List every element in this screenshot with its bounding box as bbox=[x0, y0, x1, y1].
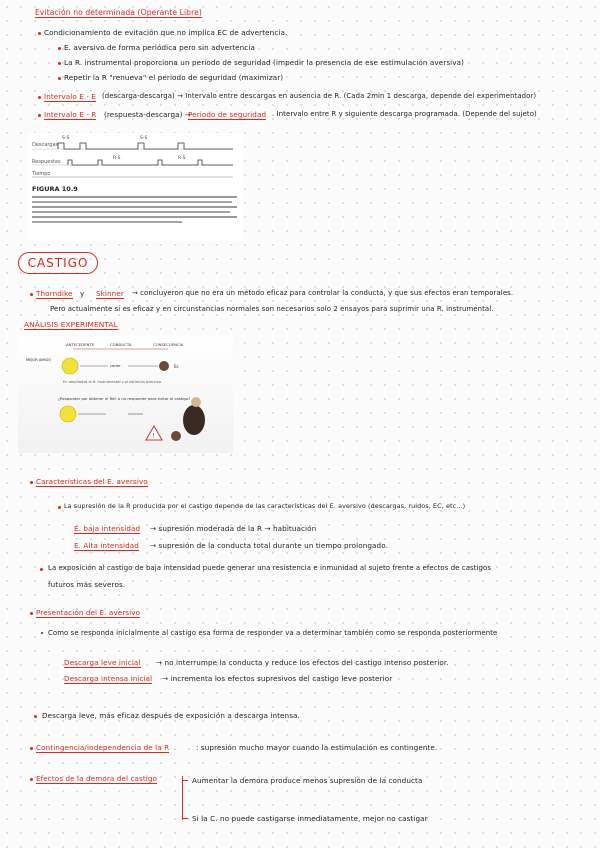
interval-ee-label: Intervalo E - E bbox=[44, 92, 96, 101]
bullet bbox=[40, 568, 43, 571]
evitacion-definition: Condicionamiento de evitación que no implica EC de advertencia. bbox=[44, 28, 288, 37]
figure-analisis-experimental bbox=[18, 336, 233, 453]
section-title-presentacion: Presentación del E. aversivo bbox=[36, 608, 141, 617]
figure-number: FIGURA 10.9 bbox=[32, 185, 78, 193]
label-consecuencia: CONSECUENCIA bbox=[153, 342, 184, 347]
weak-shock-text: → no interrumpe la conducta y reduce los efectos del castigo intenso posterior. bbox=[156, 658, 449, 667]
bracket-tick-1 bbox=[182, 780, 188, 781]
section-title-demora: Efectos de la demora del castigo bbox=[36, 774, 158, 783]
row-label-descargas: Descargas bbox=[32, 142, 59, 148]
castigo-current-view: Pero actualmente sí es eficaz y en circunstancias normales son necesarios solo 2 ensayos para suprimir una R. instrumental. bbox=[50, 305, 494, 313]
stimulus-circle-2 bbox=[60, 406, 76, 422]
aversive-stimulus-2 bbox=[171, 431, 181, 441]
label-antecedente: ANTECEDENTE bbox=[66, 342, 95, 347]
shock-trace bbox=[58, 143, 233, 149]
bullet bbox=[58, 506, 61, 509]
high-intensity-label: E. Alta intensidad bbox=[74, 541, 139, 550]
bullet bbox=[30, 778, 33, 781]
person-illustration bbox=[183, 405, 205, 435]
presentacion-text: Como se responda inicialmente al castigo esa forma de responder va a determinar también como se responda posteriormente bbox=[48, 629, 498, 637]
interval-er-mid: (respuesta-descarga) → bbox=[104, 110, 192, 119]
high-intensity-text: → supresión de la conducta total durante un tiempo prolongado. bbox=[150, 541, 388, 550]
bracket-line bbox=[182, 776, 183, 820]
response-trace bbox=[68, 160, 233, 165]
figure-10-9 bbox=[28, 133, 243, 241]
weak-shock-label: Descarga leve inicial bbox=[64, 658, 141, 667]
contingencia-text: : supresión mucho mayor cuando la estimulación es contingente. bbox=[196, 743, 438, 752]
row-label-tiempo: Tiempo bbox=[32, 171, 51, 177]
sample-ed: MEJOR AMIGO bbox=[26, 358, 52, 362]
bullet bbox=[38, 32, 41, 35]
intense-shock-label: Descarga intensa inicial bbox=[64, 674, 153, 683]
aversive-stimulus-1 bbox=[159, 361, 169, 371]
bullet bbox=[30, 612, 33, 615]
bullet bbox=[30, 293, 33, 296]
low-intensity-exposure-2: futuros más severos. bbox=[48, 580, 126, 589]
stimulus-circle-1 bbox=[62, 358, 78, 374]
tick-rs-2: R-S bbox=[178, 156, 186, 161]
evitacion-point-1: E. aversivo de forma periódica pero sin advertencia bbox=[64, 43, 255, 52]
bullet bbox=[58, 47, 61, 50]
section-title-caracteristicas: Características del E. aversivo bbox=[36, 477, 148, 486]
row-label-respuestas: Respuestas bbox=[32, 159, 61, 165]
shock-response-timeline bbox=[28, 133, 243, 241]
castigo-heading: CASTIGO bbox=[18, 252, 98, 274]
evitacion-point-3: Repetir la R "renueva" el periodo de seguridad (maximizar) bbox=[64, 73, 284, 82]
interval-er-label: Intervalo E - R bbox=[44, 110, 97, 119]
bullet bbox=[38, 114, 41, 117]
evitacion-point-2: La R. instrumental proporciona un periodo de seguridad (impedir la presencia de ese estimulación aversiva) bbox=[64, 58, 465, 67]
contingency-diagram bbox=[18, 336, 233, 453]
connector-y: y bbox=[80, 289, 85, 298]
bullet bbox=[41, 632, 43, 634]
castigo-conclusion: → concluyeron que no era un método eficaz para controlar la conducta, y que sus efectos eran temporales. bbox=[132, 289, 514, 297]
demora-effect-1: Aumentar la demora produce menos supresión de la conducta bbox=[192, 776, 423, 785]
sample-r: correr bbox=[110, 364, 121, 368]
leve-after-intense: Descarga leve, más eficaz después de exposición a descarga intensa. bbox=[42, 711, 300, 720]
interval-er-text: . Intervalo entre R y siguiente descarga programada. (Depende del sujeto) bbox=[272, 110, 537, 118]
thorndike-name: Thorndike bbox=[36, 289, 73, 298]
skinner-name: Skinner bbox=[96, 289, 124, 298]
low-intensity-text: → supresión moderada de la R → habituación bbox=[150, 524, 317, 533]
bullet bbox=[30, 747, 33, 750]
warning-icon: ! bbox=[152, 432, 155, 440]
interval-er-highlight: Periodo de seguridad bbox=[188, 110, 267, 119]
analysis-title: ANÁLISIS EXPERIMENTAL bbox=[24, 320, 118, 329]
bullet bbox=[58, 62, 61, 65]
low-intensity-exposure-1: La exposición al castigo de baja intensidad puede generar una resistencia e inmunidad al sujeto frente a efectos de castigos bbox=[48, 564, 492, 572]
low-intensity-label: E. baja intensidad bbox=[74, 524, 141, 533]
caracteristicas-text: La supresión de la R producida por el castigo depende de las características del E. aversivo (descargas, ruidos, EC, etc...) bbox=[64, 502, 466, 510]
bullet bbox=[34, 715, 37, 718]
label-conducta: CONDUCTA bbox=[110, 342, 132, 347]
section-title-evitacion: Evitación no determinada (Operante Libre) bbox=[35, 8, 202, 17]
demora-effect-2: Si la C. no puede castigarse inmediatamente, mejor no castigar bbox=[192, 814, 428, 823]
section-title-contingencia: Contingencia/independencia de la R bbox=[36, 743, 170, 752]
diagram-question: ¿Responder por obtener el Ref. o no responder para evitar el castigo? bbox=[58, 396, 191, 401]
bullet bbox=[38, 96, 41, 99]
sample-c: Ec bbox=[174, 364, 179, 369]
bullet bbox=[30, 481, 33, 484]
tick-rs-1: R-S bbox=[113, 156, 121, 161]
diagram-note: En resultados la R. instrumental y el estímulo aversivo bbox=[63, 380, 162, 384]
interval-ee-text: (descarga-descarga) → Intervalo entre descargas en ausencia de R. (Cada 2min 1 descarga, depende del experimentador) bbox=[102, 92, 537, 100]
bracket-tick-2 bbox=[182, 818, 188, 819]
tick-ss-1: S-S bbox=[62, 136, 70, 141]
bullet bbox=[58, 77, 61, 80]
intense-shock-text: → incrementa los efectos supresivos del castigo leve posterior bbox=[162, 674, 393, 683]
tick-ss-2: S-S bbox=[140, 136, 148, 141]
